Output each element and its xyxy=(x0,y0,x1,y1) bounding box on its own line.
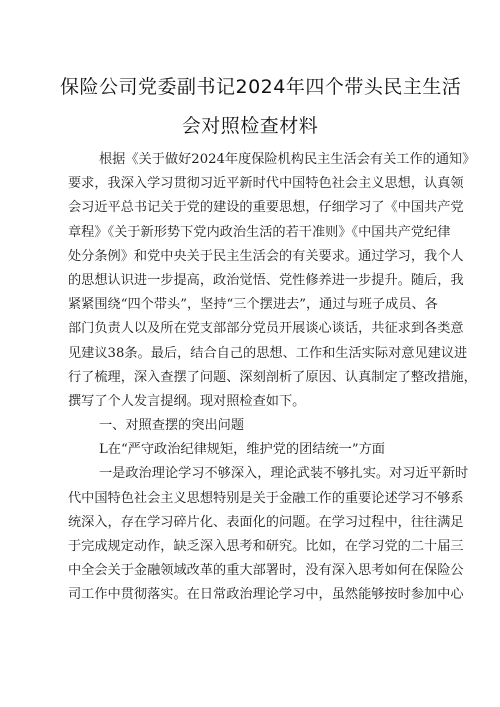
body-text-line: 撰写了个人发言提纲。现对照检查如下。 xyxy=(68,393,306,409)
body-text-line: 统深入，存在学习碎片化、表面化的问题。在学习过程中，往往满足 xyxy=(68,514,464,530)
body-text-line: 一是政治理论学习不够深入，理论武装不够扎实。对习近平新时 xyxy=(99,466,469,482)
body-text-line: 的思想认识进一步提高，政治觉悟、党性修养进一步提升。随后，我 xyxy=(68,272,464,288)
body-text-line: 会习近平总书记关于党的建设的重要思想，仔细学习了《中国共产党 xyxy=(68,200,464,216)
document-title-line-2: 会对照检查材料 xyxy=(181,115,319,137)
body-text-line: 代中国特色社会主义思想特别是关于金融工作的重要论述学习不够系 xyxy=(68,490,464,506)
body-text-line: 一、对照查摆的突出问题 xyxy=(99,418,245,434)
body-text-line: 部门负责人以及所在党支部部分党员开展谈心谈话，共征求到各类意 xyxy=(68,321,464,337)
body-text-line: L在“严守政治纪律规矩，维护党的团结统一”方面 xyxy=(99,442,385,458)
body-text-line: 紧紧围绕“四个带头”，坚持“三个摆进去”，通过与班子成员、各 xyxy=(68,297,438,313)
body-text-line: 中全会关于金融领域改革的重大部署时，没有深入思考如何在保险公 xyxy=(68,563,464,579)
body-text-line: 见建议38条。最后，结合自己的思想、工作和生活实际对意见建议进 xyxy=(68,345,468,361)
document-title-line-1: 保险公司党委副书记2024年四个带头民主生活 xyxy=(60,76,462,98)
body-text-line: 要求，我深入学习贯彻习近平新时代中国特色社会主义思想，认真领 xyxy=(68,176,464,192)
body-text-line: 司工作中贯彻落实。在日常政治理论学习中，虽然能够按时参加中心 xyxy=(68,587,464,603)
body-text-line: 根据《关于做好2024年度保险机构民主生活会有关工作的通知》 xyxy=(99,152,476,167)
body-text-line: 于完成规定动作，缺乏深入思考和研究。比如，在学习党的二十届三 xyxy=(68,539,464,554)
body-text-line: 章程》《关于新形势下党内政治生活的若干准则》《中国共产党纪律 xyxy=(68,224,451,240)
body-text-line: 行了梳理，深入查摆了问题、深刻剖析了原因、认真制定了整改措施， xyxy=(68,369,477,385)
body-text-line: 处分条例》和党中央关于民主生活会的有关要求。通过学习，我个人 xyxy=(68,248,464,264)
document-body xyxy=(68,148,477,608)
